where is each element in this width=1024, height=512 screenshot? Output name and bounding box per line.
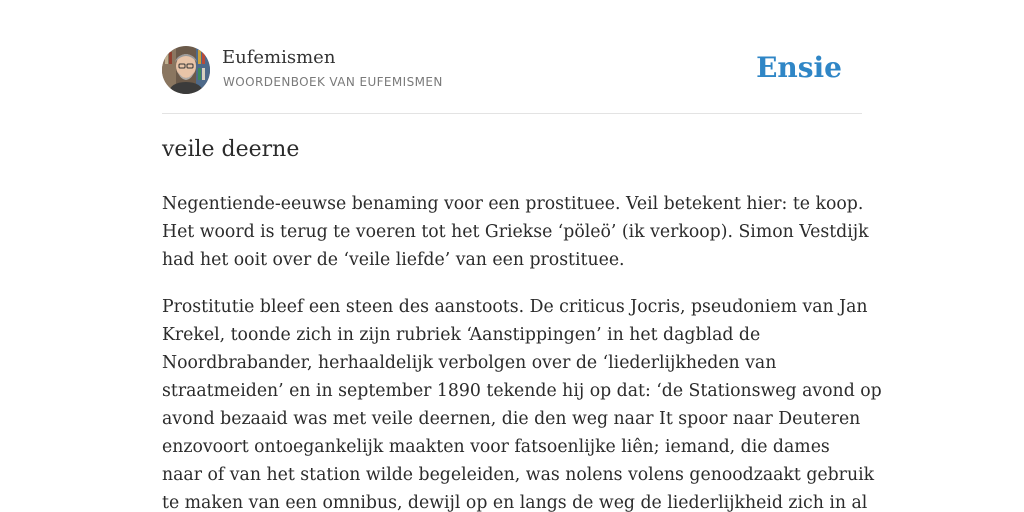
- text-line: straatmeiden’ en in september 1890 tekende hij op dat: ‘de Stationsweg avond op: [162, 381, 882, 401]
- text-line: had het ooit over de ‘veile liefde’ van een prostituee.: [162, 250, 625, 270]
- ensie-logo[interactable]: Ensie: [756, 51, 842, 84]
- paragraph-2: [162, 293, 882, 512]
- text-line: Negentiende-eeuwse benaming voor een prostituee. Veil betekent hier: te koop.: [162, 194, 864, 214]
- text-line: naar of van het station wilde begeleiden, was nolens volens genoodzaakt gebruik: [162, 465, 875, 485]
- text-line: avond bezaaid was met veile deernen, die den weg naar It spoor naar Deuteren: [162, 409, 861, 429]
- author-subtitle[interactable]: WOORDENBOEK VAN EUFEMISMEN: [223, 75, 443, 89]
- paragraph-1: [162, 190, 869, 274]
- avatar-portrait-icon: [162, 46, 210, 94]
- page-title: veile deerne: [162, 137, 300, 162]
- article-body: [162, 190, 882, 512]
- author-name[interactable]: Eufemismen: [222, 47, 336, 68]
- text-line: Het woord is terug te voeren tot het Griekse ‘pöleö’ (ik verkoop). Simon Vestdijk: [162, 222, 869, 242]
- text-line: Krekel, toonde zich in zijn rubriek ‘Aanstippingen’ in het dagblad de: [162, 325, 761, 345]
- site-header: [162, 46, 862, 114]
- author-avatar[interactable]: [162, 46, 210, 94]
- text-line: te maken van een omnibus, dewijl op en langs de weg de liederlijkheid zich in al: [162, 493, 868, 512]
- text-line: enzovoort ontoegankelijk maakten voor fatsoenlijke liên; iemand, die dames: [162, 437, 830, 457]
- text-line: Noordbrabander, herhaaldelijk verbolgen over de ‘liederlijkheden van: [162, 353, 777, 373]
- paragraph-spacer: [162, 274, 862, 293]
- text-line: Prostitutie bleef een steen des aanstoots. De criticus Jocris, pseudoniem van Jan: [162, 297, 868, 317]
